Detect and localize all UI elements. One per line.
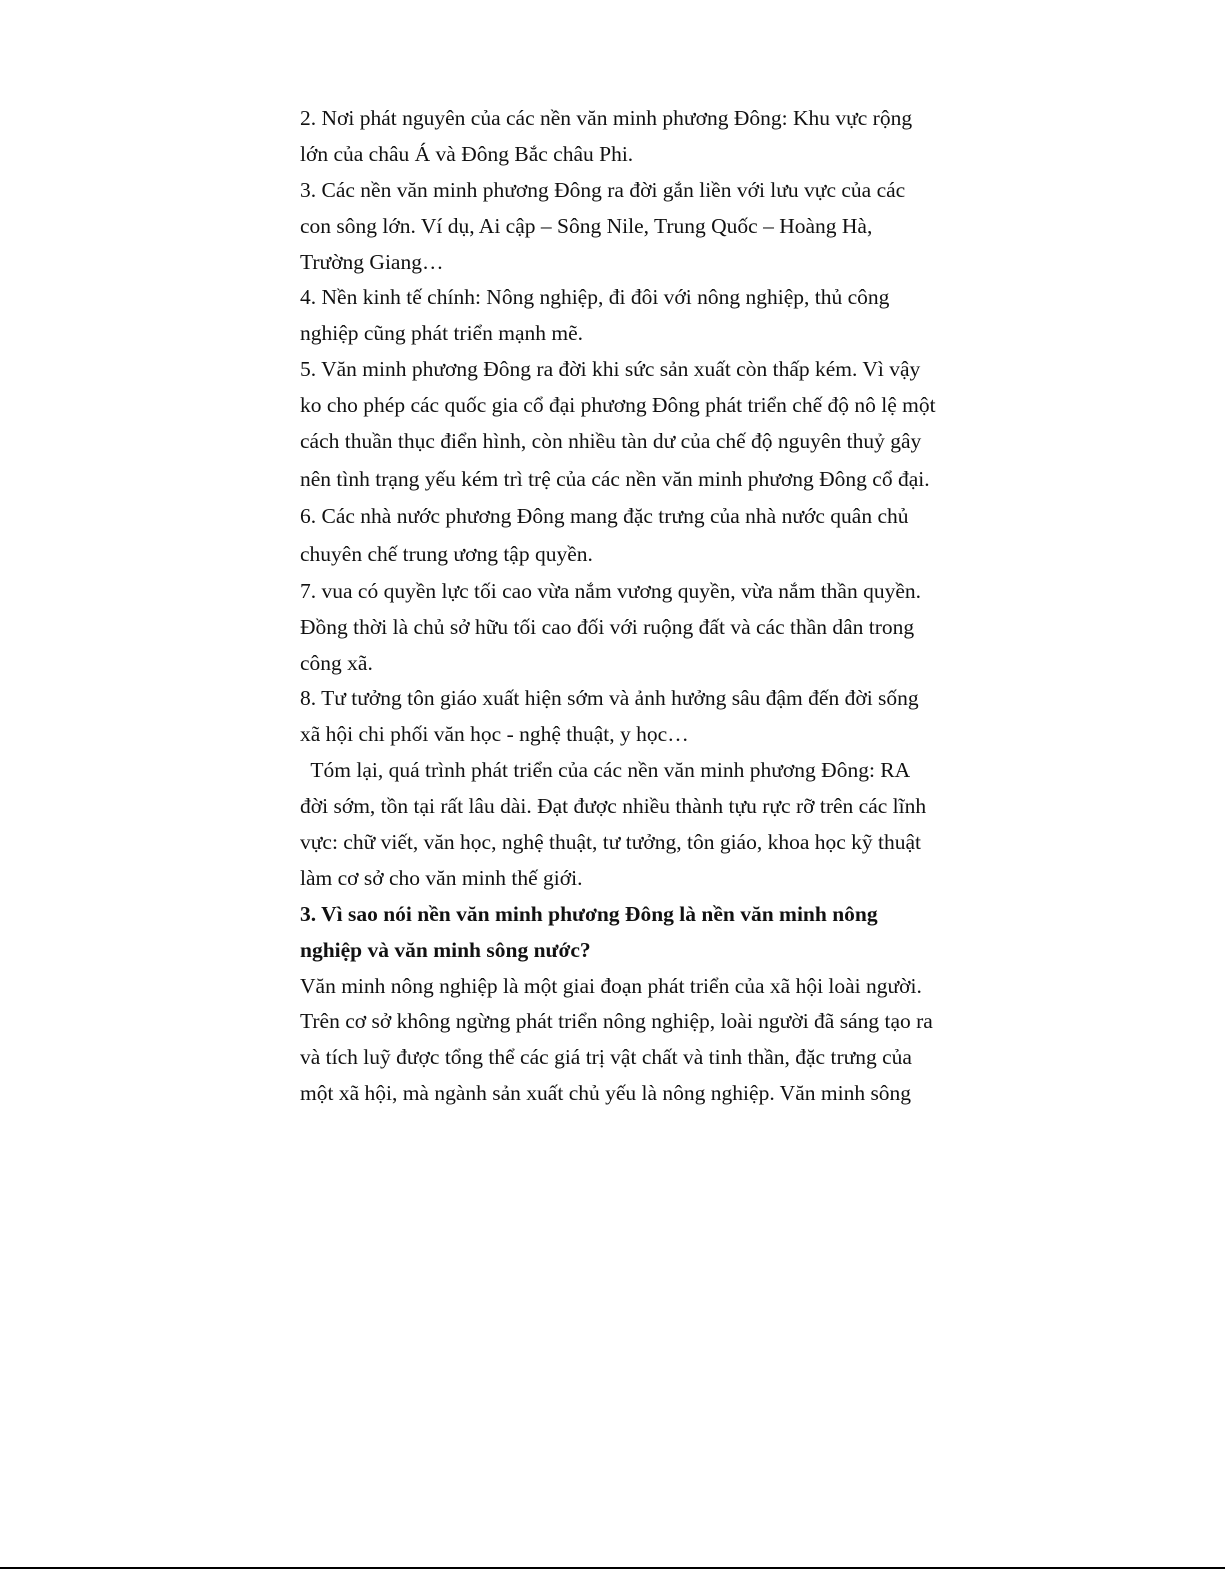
text-line: Văn minh nông nghiệp là một giai đoạn phát triển của xã hội loài người. bbox=[300, 973, 922, 998]
text-line: 8. Tư tưởng tôn giáo xuất hiện sớm và ảnh hưởng sâu đậm đến đời sống bbox=[300, 686, 919, 711]
text-line: 3. Các nền văn minh phương Đông ra đời gắn liền với lưu vực của các bbox=[300, 177, 906, 202]
text-line: và tích luỹ được tổng thể các giá trị vật chất và tinh thần, đặc trưng của bbox=[300, 1045, 912, 1070]
text-line: Tóm lại, quá trình phát triển của các nền văn minh phương Đông: RA bbox=[300, 758, 911, 783]
text-line: đời sớm, tồn tại rất lâu dài. Đạt được nhiều thành tựu rực rỡ trên các lĩnh bbox=[300, 794, 927, 819]
text-line: 4. Nền kinh tế chính: Nông nghiệp, đi đôi với nông nghiệp, thủ công bbox=[300, 285, 890, 310]
text-line: cách thuần thục điển hình, còn nhiều tàn dư của chế độ nguyên thuỷ gây bbox=[300, 429, 922, 454]
text-line: con sông lớn. Ví dụ, Ai cập – Sông Nile, Trung Quốc – Hoàng Hà, bbox=[300, 213, 873, 238]
text-line: nghiệp cũng phát triển mạnh mẽ. bbox=[300, 321, 584, 346]
text-line: vực: chữ viết, văn học, nghệ thuật, tư tưởng, tôn giáo, khoa học kỹ thuật bbox=[300, 830, 922, 855]
text-line: công xã. bbox=[300, 650, 373, 675]
text-line: ko cho phép các quốc gia cổ đại phương Đông phát triển chế độ nô lệ một bbox=[300, 393, 936, 418]
text-line: Trên cơ sở không ngừng phát triển nông nghiệp, loài người đã sáng tạo ra bbox=[300, 1009, 933, 1034]
text-line: xã hội chi phối văn học - nghệ thuật, y học… bbox=[300, 722, 689, 747]
text-line: 7. vua có quyền lực tối cao vừa nắm vương quyền, vừa nắm thần quyền. bbox=[300, 578, 922, 603]
section-heading: 3. Vì sao nói nền văn minh phương Đông là nền văn minh nông bbox=[300, 901, 878, 926]
text-line: lớn của châu Á và Đông Bắc châu Phi. bbox=[300, 141, 634, 166]
text-line: Đồng thời là chủ sở hữu tối cao đối với ruộng đất và các thần dân trong bbox=[300, 614, 915, 639]
text-line: một xã hội, mà ngành sản xuất chủ yếu là nông nghiệp. Văn minh sông bbox=[300, 1081, 912, 1106]
text-line: 6. Các nhà nước phương Đông mang đặc trưng của nhà nước quân chủ bbox=[300, 503, 909, 528]
body-text bbox=[300, 101, 940, 1112]
page-bottom-divider bbox=[0, 1567, 1225, 1569]
text-line: nên tình trạng yếu kém trì trệ của các nền văn minh phương Đông cổ đại. bbox=[300, 466, 930, 491]
text-line: 2. Nơi phát nguyên của các nền văn minh phương Đông: Khu vực rộng bbox=[300, 106, 913, 130]
text-line: làm cơ sở cho văn minh thế giới. bbox=[300, 865, 583, 890]
section-heading: nghiệp và văn minh sông nước? bbox=[300, 937, 591, 962]
text-line: chuyên chế trung ương tập quyền. bbox=[300, 541, 593, 566]
text-line: Trường Giang… bbox=[300, 249, 444, 274]
text-line: 5. Văn minh phương Đông ra đời khi sức sản xuất còn thấp kém. Vì vậy bbox=[300, 357, 921, 382]
